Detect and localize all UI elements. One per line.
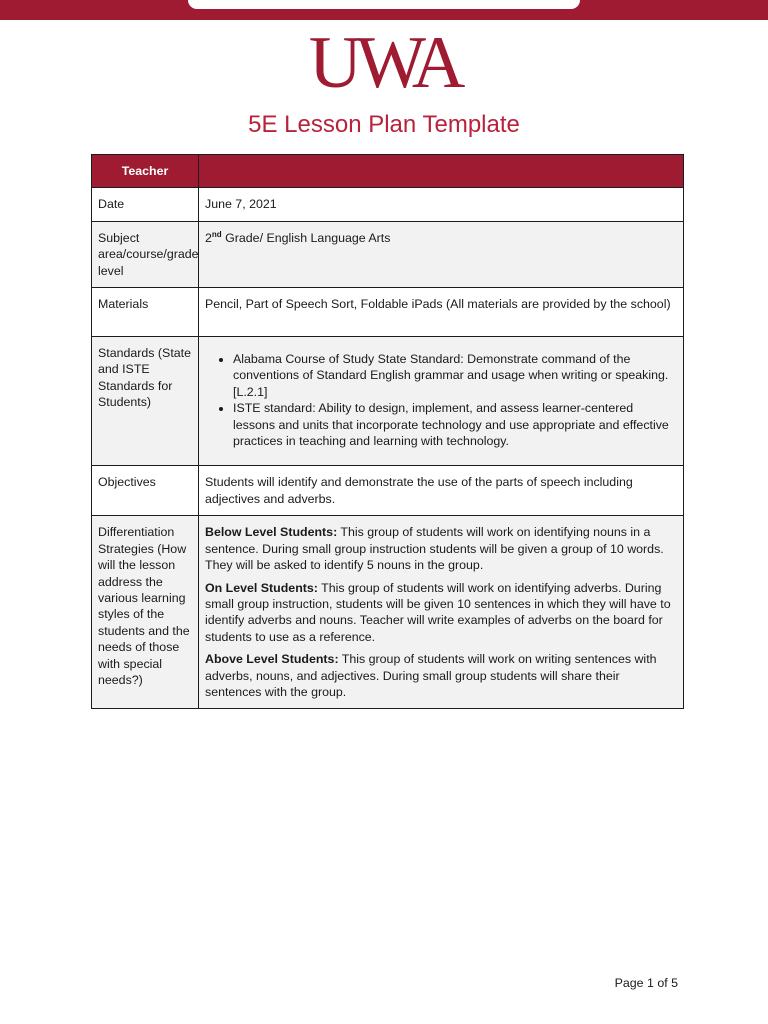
date-value: June 7, 2021 (199, 188, 684, 221)
top-banner-notch (188, 0, 580, 9)
standards-item: • ISTE standard: Ability to design, implement, and assess learner-centered lessons and units that incorporate technology and use appropriate and effective practices in teaching and learning with technology. (233, 400, 677, 449)
date-label: Date (92, 188, 199, 221)
teacher-row (92, 155, 684, 188)
grade-ordinal: nd (211, 229, 222, 239)
uwa-logo: UWA (308, 22, 460, 104)
page-number: Page 1 of 5 (614, 976, 678, 990)
differentiation-value (199, 516, 684, 709)
objectives-label: Objectives (92, 466, 199, 516)
differentiation-on (205, 580, 677, 646)
standards-item: • Alabama Course of Study State Standard: Demonstrate command of the conventions of Standard English grammar and usage when writing or speaking. [L.2.1] (233, 351, 677, 400)
differentiation-row (92, 516, 684, 709)
standards-row (92, 337, 684, 466)
materials-row (92, 288, 684, 337)
below-text: This group of students will work on identifying nouns in a sentence. During small group instruction students will be given a group of 10 words. They will be asked to identify 5 nouns in the group. (205, 525, 664, 573)
differentiation-label: Differentiation Strategies (How will the lesson address the various learning styles of the students and the needs of those with special needs?) (92, 516, 199, 709)
differentiation-above (205, 651, 677, 700)
standards-value (199, 337, 684, 466)
teacher-value (199, 155, 684, 188)
standards-label: Standards (State and ISTE Standards for Students) (92, 337, 199, 466)
subject-text: Grade/ English Language Arts (221, 230, 391, 245)
grade-number: 2 (205, 230, 212, 245)
on-text: This group of students will work on identifying adverbs. During small group instruction, students will be given 10 sentences in which they will have to identify adverbs and nouns. Teacher will write examples of adverbs on the board for students to use as a reference. (205, 580, 671, 644)
standards-list (205, 351, 677, 449)
on-heading: On Level Students: (205, 580, 318, 595)
date-row (92, 188, 684, 221)
materials-label: Materials (92, 288, 199, 337)
below-heading: Below Level Students: (205, 525, 338, 540)
objectives-value: Students will identify and demonstrate the use of the parts of speech including adjectives and adverbs. (199, 466, 684, 516)
differentiation-below (205, 524, 677, 573)
objectives-row (92, 466, 684, 516)
lesson-plan-table (91, 154, 684, 709)
materials-value: Pencil, Part of Speech Sort, Foldable iPads (All materials are provided by the school) (199, 288, 684, 337)
subject-value (199, 221, 684, 287)
above-heading: Above Level Students: (205, 652, 339, 667)
teacher-label: Teacher (92, 155, 199, 188)
page-title: 5E Lesson Plan Template (248, 111, 520, 138)
above-text: This group of students will work on writing sentences with adverbs, nouns, and adjectives. During small group students will share their sentences with the group. (205, 652, 657, 699)
subject-label: Subject area/course/grade level (92, 221, 199, 287)
subject-row (92, 221, 684, 287)
